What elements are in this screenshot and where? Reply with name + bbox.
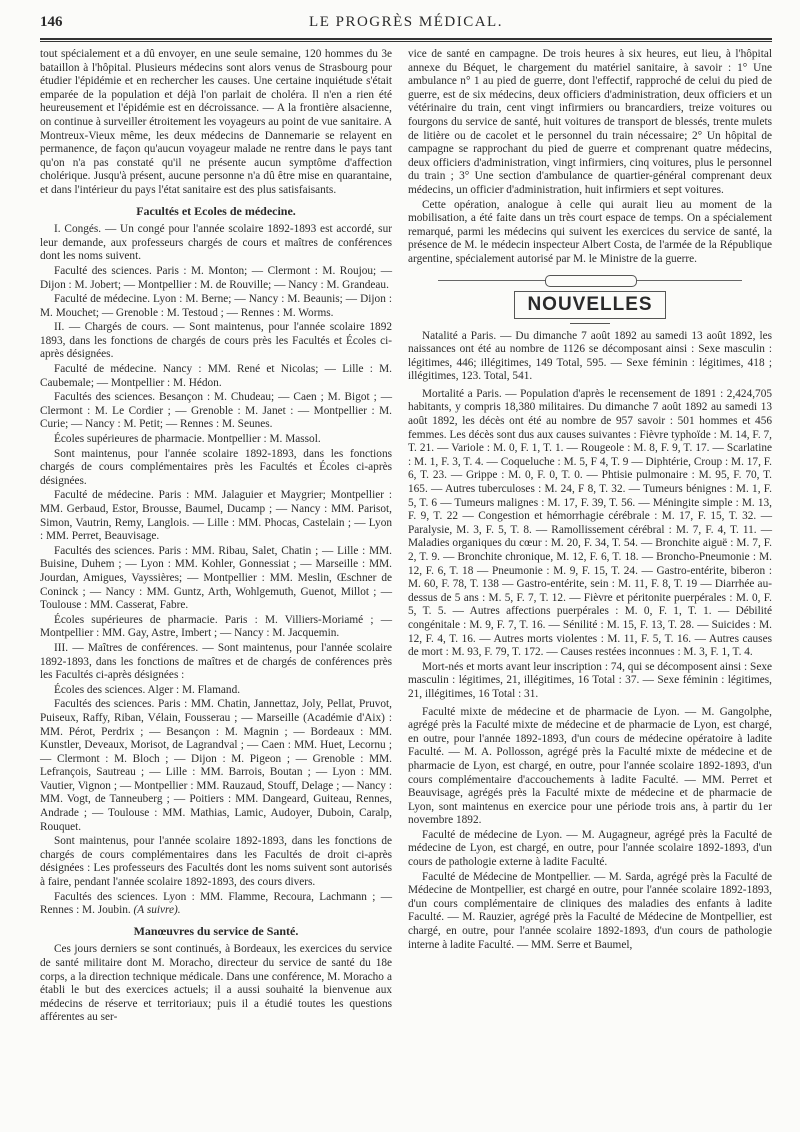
page-header — [40, 14, 772, 36]
charges-paragraph: II. — Chargés de cours. — Sont maintenus, pour l'année scolaire 1892 1893, dans les fonctions de chargés de cours près les Facultés et Écoles ci-après désignées. — [40, 321, 392, 361]
droit-sciences — [40, 891, 392, 918]
droit-sciences-text: Facultés des sciences. Lyon : MM. Flamme, Recoura, Lachmann ; — Rennes : M. Joubin. — [40, 890, 392, 917]
right-column — [408, 48, 772, 953]
mortalite-paragraph: Mortalité a Paris. — Population d'après le recensement de 1891 : 2,424,705 habitants, y compris 18,380 militaires. Du dimanche 7 août 1892 au samedi 13 août 1892, les décès ont été au nombre de 957 savoir : 501 hommes et 456 femmes. Les décès sont dus aux causes suivantes : Fièvre typhoïde : M. 14, F. 7, T. 21. — Variole : M. 0, F. 1, T. 1. — Rougeole : M. 8, F. 9, T. 17. — Scarlatine : M. 1, F. 3, T. 4. — Coqueluche : M. 5, F 4, T. 9 — Diphtérie, Croup : M. 17, F. 6, T. 23. — Grippe : M. 0, F. 0, T. 0. — Phtisie pulmonaire : M. 95, F. 70, T. 165. — Autres tuberculoses : M. 24, F 8, T. 32. — Tumeurs bénignes : M. 1, F. 5, T. 6 — Tumeurs malignes : M. 17, F. 39, T. 56. — Méningite simple : M. 13, F. 9, T. 22 — Congestion et hémorrhagie cérébrale : M. 17, F. 15, T. 32. — Paralysie, M. 3, F. 5, T. 8. — Ramollissement cérébral : M. 7, F. 4, T. 11. — Maladies organiques du cœur : M. 20, F. 34, T. 54. — Bronchite aiguë : M. 7, F. 2, T. 9. — Bronchite chronique, M. 12, F. 6, T. 18. — Broncho-Pneumonie : M. 12, F. 6, T. 18 — Pneumonie : M. 9, F. 15, T. 24. — Gastro-entérite, biberon : M. 60, F. 78, T. 138 — Gastro-entérite, sein : M. 11, F. 8, T. 19 — Diarrhée au-dessus de 5 ans : M. 5, F. 7, T. 12. — Fièvre et péritonite puerpérales : M. 0, F. 5, T. 5. — Autres affections puerpérales : M. 0, F. 1, T. 1. — Débilité congénitale : M. 9, F. 7, T. 16. — Sénilité : M. 15, F. 13, T. 28. — Suicides : M. 12, F. 4, T. 16. — Autres morts violentes : M. 11, F. 5, T. 16. — Autres causes de mort : M. 93, F. 79, T. 172. — Causes restées inconnues : M. 3, F. 1, T. 4. — [408, 387, 772, 659]
charges-pharmacie: Écoles supérieures de pharmacie. Montpellier : M. Massol. — [54, 433, 321, 446]
manoeuvres-heading: Manœuvres du service de Santé. — [133, 923, 299, 938]
conges-paragraph: I. Congés. — Un congé pour l'année scolaire 1892-1893 est accordé, sur leur demande, aux professeurs chargés de cours et maîtres de conférences dont les noms suivent. — [40, 223, 392, 263]
a-suivre: (A suivre). — [133, 904, 181, 917]
mort-nes-paragraph: Mort-nés et morts avant leur inscription : 74, qui se décomposent ainsi : Sexe masculin : légitimes, 21, illégitimes, 16 Total : 37. — Sexe féminin : légitimes, 21, illégitimes, 16 Total : 31. — [408, 660, 772, 700]
complementaires-paragraph: Sont maintenus, pour l'année scolaire 1892-1893, dans les fonctions chargés de cours complémentaires près les Facultés et Écoles ci-après désignées. — [40, 447, 392, 487]
complementaires-medecine: Faculté de médecine. Paris : MM. Jalaguier et Maygrier; Montpellier : MM. Gerbaud, Estor, Brousse, Baumel, Ducamp ; — Nancy : MM. Parisot, Simon, Vautrin, Remy, Langlois. — Lille : MM. Phocas, Castelain ; — Lyon : MM. Perret, Beauvisage. — [40, 489, 392, 543]
nouvelles-underline — [570, 323, 610, 324]
header-rule — [40, 38, 772, 42]
intro-paragraph: tout spécialement et a dû envoyer, en une seule semaine, 120 hommes du 3e bataillon à l'hôpital. Plusieurs médecins sont alors venus de Strasbourg pour étudier l'épidémie et en rechercher les causes. Une certaine inquiétude s'était emparée de la population et déjà l'on parlait de choléra. Il n'en a rien été heureusement et l'épidémie est en décroissance. — A la frontière alsacienne, on continue à surveiller étroitement les voyageurs au point de vue sanitaire. A Montreux-Vieux même, les deux médecins de Dannemarie se relayent en permanence, de façon qu'aucun voyageur malade ne rentre dans le pays tant qu'on n'a pas constaté qu'il ne présente aucun symptôme d'affection cholérique. Jusqu'à présent, aucune personne n'a dû être mise en quarantaine, et dans l'intérieur du pays l'état sanitaire est des plus satisfaisants. — [40, 48, 392, 196]
mobilisation-paragraph: Cette opération, analogue à celle qui aurait lieu au moment de la mobilisation, a été faite dans un très court espace de temps. On a spécialement remarqué, parmi les médecins qui suivent les exercices du service de santé, la présence de M. le médecin inspecteur Albert Costa, de l'armée de la République argentine, spécialement autorisé par M. le Ministre de la guerre. — [408, 198, 772, 265]
ornamental-divider — [408, 273, 772, 287]
charges-medecine: Faculté de médecine. Nancy : MM. René et Nicolas; — Lille : M. Caubemale; — Montpellier : M. Hédon. — [40, 363, 392, 389]
conges-sciences: Faculté des sciences. Paris : M. Monton; — Clermont : M. Roujou; — Dijon : M. Jobert; — Montpellier : M. de Rouville; — Nancy : M. Grandeau. — [40, 264, 392, 291]
manoeuvres-paragraph: Ces jours derniers se sont continués, à Bordeaux, les exercices du service de santé militaire dont M. Moracho, directeur du service de santé du 18e corps, a la direction technique médicale. Dans une conférence, M. Moracho a établi le but des exercices actuels; il a aussi souhaité la bienvenue aux médecins de réserve et territoriaux; puis il a étudié toutes les questions afférentes au ser- — [40, 943, 392, 1024]
complementaires-pharmacie: Écoles supérieures de pharmacie. Paris : M. Villiers-Moriamé ; — Montpellier : MM. Gay, Astre, Imbert ; — Nancy : M. Jacquemin. — [40, 613, 392, 640]
nouvelles-heading: NOUVELLES — [514, 291, 666, 319]
droit-paragraph: Sont maintenus, pour l'année scolaire 1892-1893, dans les fonctions de chargés de cours complémentaires dans les Facultés de droit ci-après désignées : Les professeurs des Facultés dont les noms suivent sont autorisés à faire, pendant l'année scolaire 1892-1893, des cours divers. — [40, 835, 392, 889]
natalite-paragraph: Natalité a Paris. — Du dimanche 7 août 1892 au samedi 13 août 1892, les naissances ont été au nombre de 1126 se décomposant ainsi : Sexe masculin : légitimes, 446; illégitimes, 149 Total, 595. — Sexe féminin : légitimes, 418 ; illégitimes, 123. Total, 541. — [408, 329, 772, 383]
lyon-paragraph: Faculté mixte de médecine et de pharmacie de Lyon. — M. Gangolphe, agrégé près la Faculté mixte de médecine et de pharmacie de Lyon, est chargé, en outre, pour l'année 1892-1893, d'un cours de médecine opératoire à ladite Faculté. — M. A. Pollosson, agrégé près la Faculté mixte de médecine et de pharmacie de Lyon, est chargé, en outre, pour l'année scolaire 1892-1893, d'un cours complémentaire d'accouchements à ladite Faculté. — MM. Perret et Beauvisage, agrégés près la Faculté mixte de médecine et de pharmacie de Lyon, sont maintenus en exercice pour une période trois ans, à partir du 1er novembre 1892. — [408, 705, 772, 827]
lyon-medecine-paragraph: Faculté de médecine de Lyon. — M. Augagneur, agrégé près la Faculté de médecine de Lyon, est chargé, en outre, pour l'année scolaire 1892-1893, d'un cours de pathologie externe à ladite Faculté. — [408, 828, 772, 869]
left-column — [40, 48, 392, 1026]
maitres-ecoles: Écoles des sciences. Alger : M. Flamand. — [54, 683, 241, 696]
manoeuvres-continued: vice de santé en campagne. De trois heures à six heures, eut lieu, à l'hôpital annexe du Béquet, le chargement du matériel sanitaire, à savoir : 1° Une ambulance n° 1 au pied de guerre, dont l'effectif, rapproché de celui du pied de guerre, est de six médecins, deux officiers d'administration, deux officiers et un vétérinaire du train, cent vingt infirmiers ou brancardiers, treize voitures ou fourgons du service de santé, huit voitures de transport de blessés, trente mulets de litière ou de cacolet et le personnel du train nécessaire; 2° Un hôpital de campagne se rapprochant du pied de guerre et comprenant quatre médecins, deux officiers d'administration, vingt infirmiers, cinq voitures, plus le personnel du train ; 3° Une section d'ambulance de quartier-général comprenant deux médecins, un officier d'administration, huit infirmiers et sept voitures. — [408, 48, 772, 196]
maitres-paragraph: III. — Maîtres de conférences. — Sont maintenus, pour l'année scolaire 1892-1893, dans les fonctions de maîtres et de chargés de conférences près les Facultés ci-après désignées : — [40, 641, 392, 682]
facultes-heading: Facultés et Ecoles de médecine. — [136, 203, 296, 218]
journal-title: LE PROGRÈS MÉDICAL. — [309, 14, 503, 30]
page-number: 146 — [40, 14, 63, 30]
montpellier-paragraph: Faculté de Médecine de Montpellier. — M. Sarda, agrégé près la Faculté de Médecine de Montpellier, est chargé en outre, pour l'année scolaire 1892-1893, d'un cours complémentaire de cliniques des maladies des enfants à ladite Faculté. — M. Rauzier, agrégé près la Faculté de Médecine de Montpellier, est chargé, en outre, pour l'année scolaire 1892-1893, d'un cours de pathologie interne à ladite Faculté. — MM. Serre et Baumel, — [408, 870, 772, 951]
divider-ornament — [545, 275, 637, 287]
maitres-sciences: Facultés des sciences. Paris : MM. Chatin, Jannettaz, Joly, Pellat, Pruvot, Puiseux, Raffy, Riban, Vélain, Fousserau ; — Marseille (Académie d'Aix) : MM. Pérot, Perdrix ; — Besançon : M. Magnin ; — Bordeaux : MM. Kunstler, Deveaux, Morisot, de Lagrandval ; — Caen : MM. Huet, Lecornu ; — Clermont : M. Bloch ; — Dijon : M. Pigeon ; — Grenoble : MM. Lefrançois, Sautreau ; — Lille : MM. Barrois, Boutan ; — Lyon : MM. Vautier, Vignon ; — Montpellier : MM. Rauzaud, Stouff, Delage ; — Nancy : MM. Vogt, de Tanneuberg ; — Poitiers : MM. Dangeard, Guiteau, Rennes, Andrade ; — Toulouse : MM. Mathias, Lamic, Audoyer, Duboin, Caralp, Rouquet. — [40, 698, 392, 833]
charges-sciences: Facultés des sciences. Besançon : M. Chudeau; — Caen ; M. Bigot ; — Clermont : M. Le Cordier ; — Grenoble : M. Janet : — Montpellier : M. Curie; — Nancy : M. Petit; — Rennes : M. Seunes. — [40, 391, 392, 431]
conges-medecine: Faculté de médecine. Lyon : M. Berne; — Nancy : M. Beaunis; — Dijon : M. Mouchet; — Grenoble : M. Testoud ; — Rennes : M. Worms. — [40, 293, 392, 319]
complementaires-sciences: Facultés des sciences. Paris : MM. Ribau, Salet, Chatin ; — Lille : MM. Buisine, Duhem ; — Lyon : MM. Kohler, Gonnessiat ; — Marseille : MM. Jourdan, Amigues, Vayssières; — Montpellier : MM. Meslin, Œschner de Coninck ; — Nancy : MM. Guntz, Arth, Wohlgemuth, Guenot, Millot ; — Toulouse : MM. Casserat, Fabre. — [40, 544, 392, 612]
